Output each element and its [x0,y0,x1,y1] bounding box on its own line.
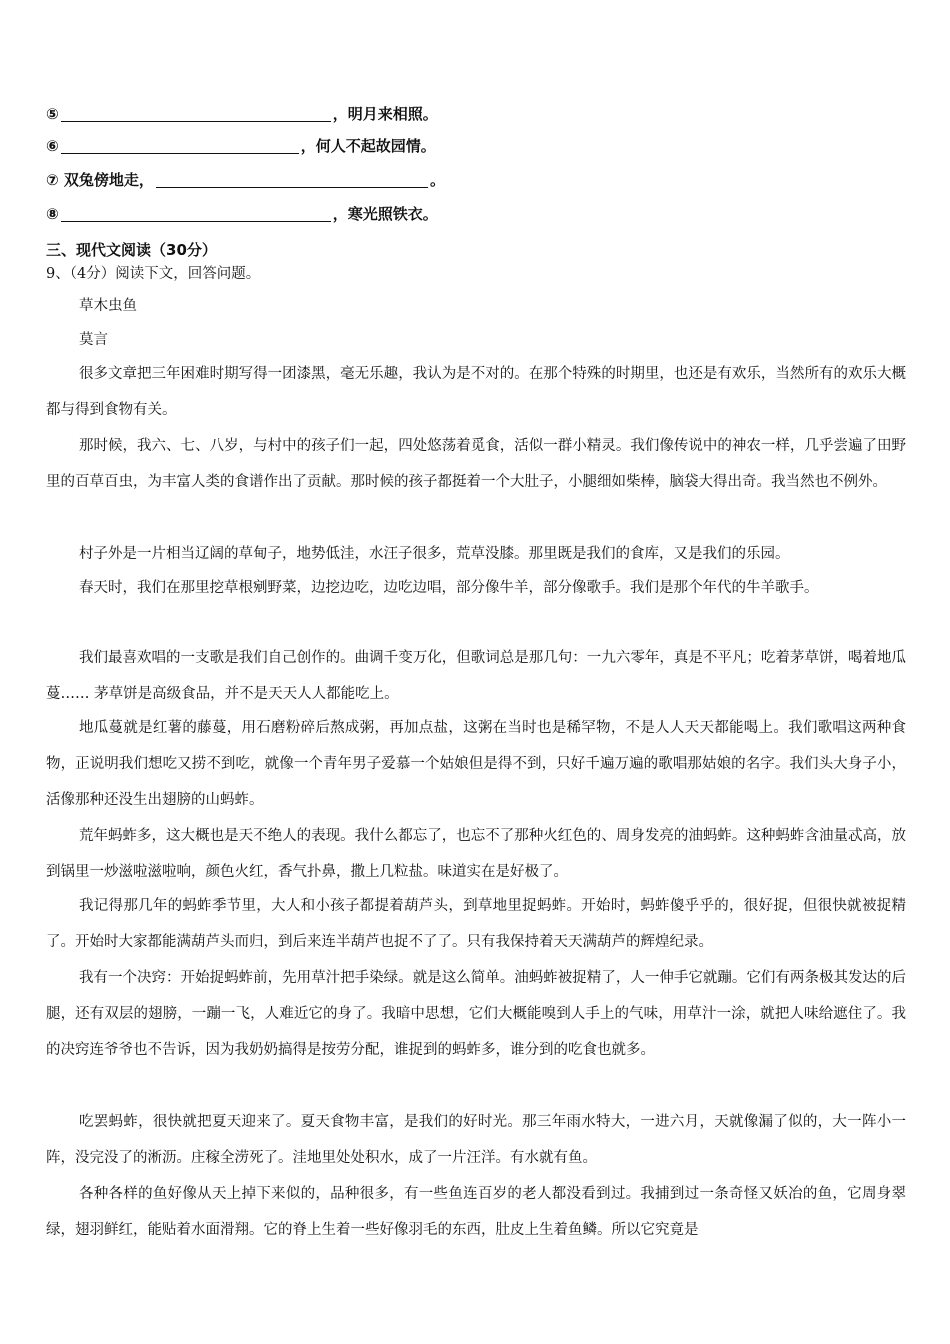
section-title: 三、现代文阅读（30分） [46,241,217,259]
fill-blank-8-suffix: ，寒光照铁衣。 [332,205,438,223]
article-title: 草木虫鱼 [79,298,137,314]
question-prompt: 9、（4分）阅读下文，回答问题。 [46,266,261,282]
answer-blank-6[interactable] [61,138,299,154]
answer-blank-8[interactable] [61,206,331,222]
fill-blank-5-prefix: ⑤ [46,105,59,123]
article-paragraph-8: 我记得那几年的蚂蚱季节里，大人和小孩子都提着葫芦头，到草地里捉蚂蚱。开始时，蚂蚱傻乎乎的，很好捉，但很快就被捉精了。开始时大家都能满葫芦头而归，到后来连半葫芦也捉不了了。只有我保持着天天满葫芦的辉煌纪录。 [46,898,906,950]
article-paragraph-10: 吃罢蚂蚱，很快就把夏天迎来了。夏天食物丰富，是我们的好时光。那三年雨水特大，一进六月，天就像漏了似的，大一阵小一阵，没完没了的淅沥。庄稼全涝死了。洼地里处处积水，成了一片汪洋。有水就有鱼。 [46,1114,906,1166]
fill-blank-8 [46,204,438,224]
article-paragraph-4: 春天时，我们在那里挖草根剜野菜，边挖边吃，边吃边唱，部分像牛羊，部分像歌手。我们是那个年代的牛羊歌手。 [79,580,819,596]
answer-blank-7[interactable] [156,172,428,188]
answer-blank-5[interactable] [61,106,331,122]
article-paragraph-6: 地瓜蔓就是红薯的藤蔓，用石磨粉碎后熬成粥，再加点盐，这粥在当时也是稀罕物，不是人人天天都能喝上。我们歌唱这两种食物，正说明我们想吃又捞不到吃，就像一个青年男子爱慕一个姑娘但是得不到，只好千遍万遍的歌唱那姑娘的名字。我们头大身子小，活像那种还没生出翅膀的山蚂蚱。 [46,720,906,808]
article-author: 莫言 [79,332,108,348]
article-paragraph-11: 各种各样的鱼好像从天上掉下来似的，品种很多，有一些鱼连百岁的老人都没看到过。我捕到过一条奇怪又妖冶的鱼，它周身翠绿，翅羽鲜红，能贴着水面滑翔。它的脊上生着一些好像羽毛的东西，肚皮上生着鱼鳞。所以它究竟是 [46,1186,906,1238]
article-paragraph-2: 那时候，我六、七、八岁，与村中的孩子们一起，四处悠荡着觅食，活似一群小精灵。我们像传说中的神农一样，几乎尝遍了田野里的百草百虫，为丰富人类的食谱作出了贡献。那时候的孩子都挺着一个大肚子，小腿细如柴棒，脑袋大得出奇。我当然也不例外。 [46,438,906,490]
fill-blank-7-suffix: 。 [429,171,445,189]
article-paragraph-3: 村子外是一片相当辽阔的草甸子，地势低洼，水汪子很多，荒草没膝。那里既是我们的食库，又是我们的乐园。 [79,546,790,562]
fill-blank-7-prefix: ⑦ 双兔傍地走， [46,171,154,189]
fill-blank-8-prefix: ⑧ [46,205,59,223]
fill-blank-6 [46,136,436,156]
article-paragraph-9: 我有一个决窍：开始捉蚂蚱前，先用草汁把手染绿。就是这么简单。油蚂蚱被捉精了，人一伸手它就蹦。它们有两条极其发达的后腿，还有双层的翅膀，一蹦一飞，人难近它的身了。我暗中思想，它们大概能嗅到人手上的气味，用草汁一涂，就把人味给遮住了。我的决窍连爷爷也不告诉，因为我奶奶搞得是按劳分配，谁捉到的蚂蚱多，谁分到的吃食也就多。 [46,970,906,1058]
fill-blank-5-suffix: ，明月来相照。 [332,105,438,123]
fill-blank-5 [46,104,438,124]
fill-blank-7 [46,170,445,190]
fill-blank-6-suffix: ，何人不起故园情。 [300,137,436,155]
article-paragraph-5: 我们最喜欢唱的一支歌是我们自己创作的。曲调千变万化，但歌词总是那几句：一九六零年，真是不平凡；吃着茅草饼，喝着地瓜蔓…… 茅草饼是高级食品，并不是天天人人都能吃上。 [46,650,906,702]
article-paragraph-7: 荒年蚂蚱多，这大概也是天不绝人的表现。我什么都忘了，也忘不了那种火红色的、周身发亮的油蚂蚱。这种蚂蚱含油量忒高，放到锅里一炒滋啦滋啦响，颜色火红，香气扑鼻，撒上几粒盐。味道实在是好极了。 [46,828,906,880]
article-paragraph-1: 很多文章把三年困难时期写得一团漆黑，毫无乐趣，我认为是不对的。在那个特殊的时期里，也还是有欢乐，当然所有的欢乐大概都与得到食物有关。 [46,366,906,418]
fill-blank-6-prefix: ⑥ [46,137,59,155]
